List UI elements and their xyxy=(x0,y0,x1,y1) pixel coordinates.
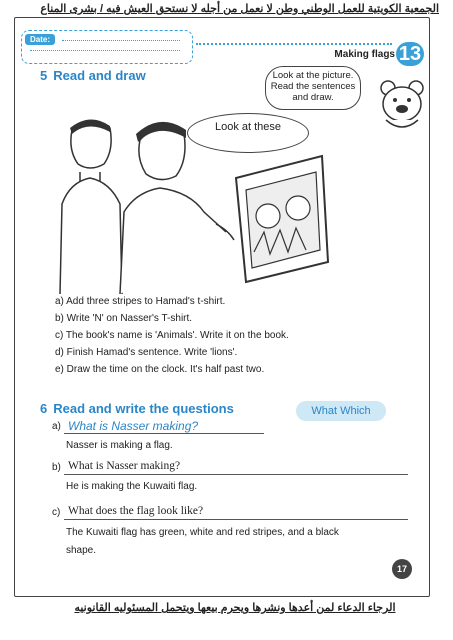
instruction-speech-bubble: Look at the picture. Read the sentences and draw. xyxy=(265,66,361,110)
section-6-title: Read and write the questions xyxy=(53,401,234,416)
word-box: What Which xyxy=(296,401,386,421)
instruction-b: b) Write 'N' on Nasser's T-shirt. xyxy=(55,313,193,324)
item-b-question[interactable]: What is Nasser making? xyxy=(68,460,181,472)
instruction-a: a) Add three stripes to Hamad's t-shirt. xyxy=(55,296,226,307)
header-arabic-text: الجمعية الكويتية للعمل الوطني وطن لا نعمل من أجله لا نستحق العيش فيه / بشرى المناع xyxy=(40,3,439,15)
instruction-d: d) Finish Hamad's sentence. Write 'lions'. xyxy=(55,347,238,358)
section-5-title: Read and draw xyxy=(53,68,146,83)
item-c-answer-continued: shape. xyxy=(66,545,97,556)
date-line xyxy=(62,40,180,41)
unit-title: Making flags xyxy=(334,49,395,60)
item-c-question[interactable]: What does the flag look like? xyxy=(68,505,204,517)
section-6-heading xyxy=(40,401,234,416)
footer-arabic-text: الرجاء الدعاء لمن أعدها ونشرها ويحرم بيعها ويتحمل المسئوليه القانونيه xyxy=(74,602,396,614)
date-label: Date: xyxy=(25,34,55,45)
item-a-letter: a) xyxy=(52,421,61,432)
item-a-question: What is Nasser making? xyxy=(68,419,199,433)
boys-with-book-illustration xyxy=(40,112,330,294)
item-a-answer: Nasser is making a flag. xyxy=(66,440,173,451)
instruction-e: e) Draw the time on the clock. It's half past two. xyxy=(55,364,265,375)
item-b-letter: b) xyxy=(52,462,61,473)
speech-bubble-look: Look at these xyxy=(187,113,309,153)
answer-line xyxy=(64,433,264,434)
item-c-letter: c) xyxy=(52,507,61,518)
bear-mascot-illustration xyxy=(378,78,426,134)
unit-number: 13 xyxy=(396,42,424,66)
answer-line xyxy=(64,474,408,475)
page-number: 17 xyxy=(392,559,412,579)
item-c-answer: The Kuwaiti flag has green, white and red stripes, and a black xyxy=(66,527,339,538)
answer-line xyxy=(64,519,408,520)
section-6-number: 6 xyxy=(40,401,48,416)
section-5-heading xyxy=(40,68,146,83)
date-line xyxy=(30,50,180,51)
instruction-c: c) The book's name is 'Animals'. Write it on the book. xyxy=(55,330,289,341)
item-b-answer: He is making the Kuwaiti flag. xyxy=(66,481,198,492)
section-5-number: 5 xyxy=(40,68,48,83)
